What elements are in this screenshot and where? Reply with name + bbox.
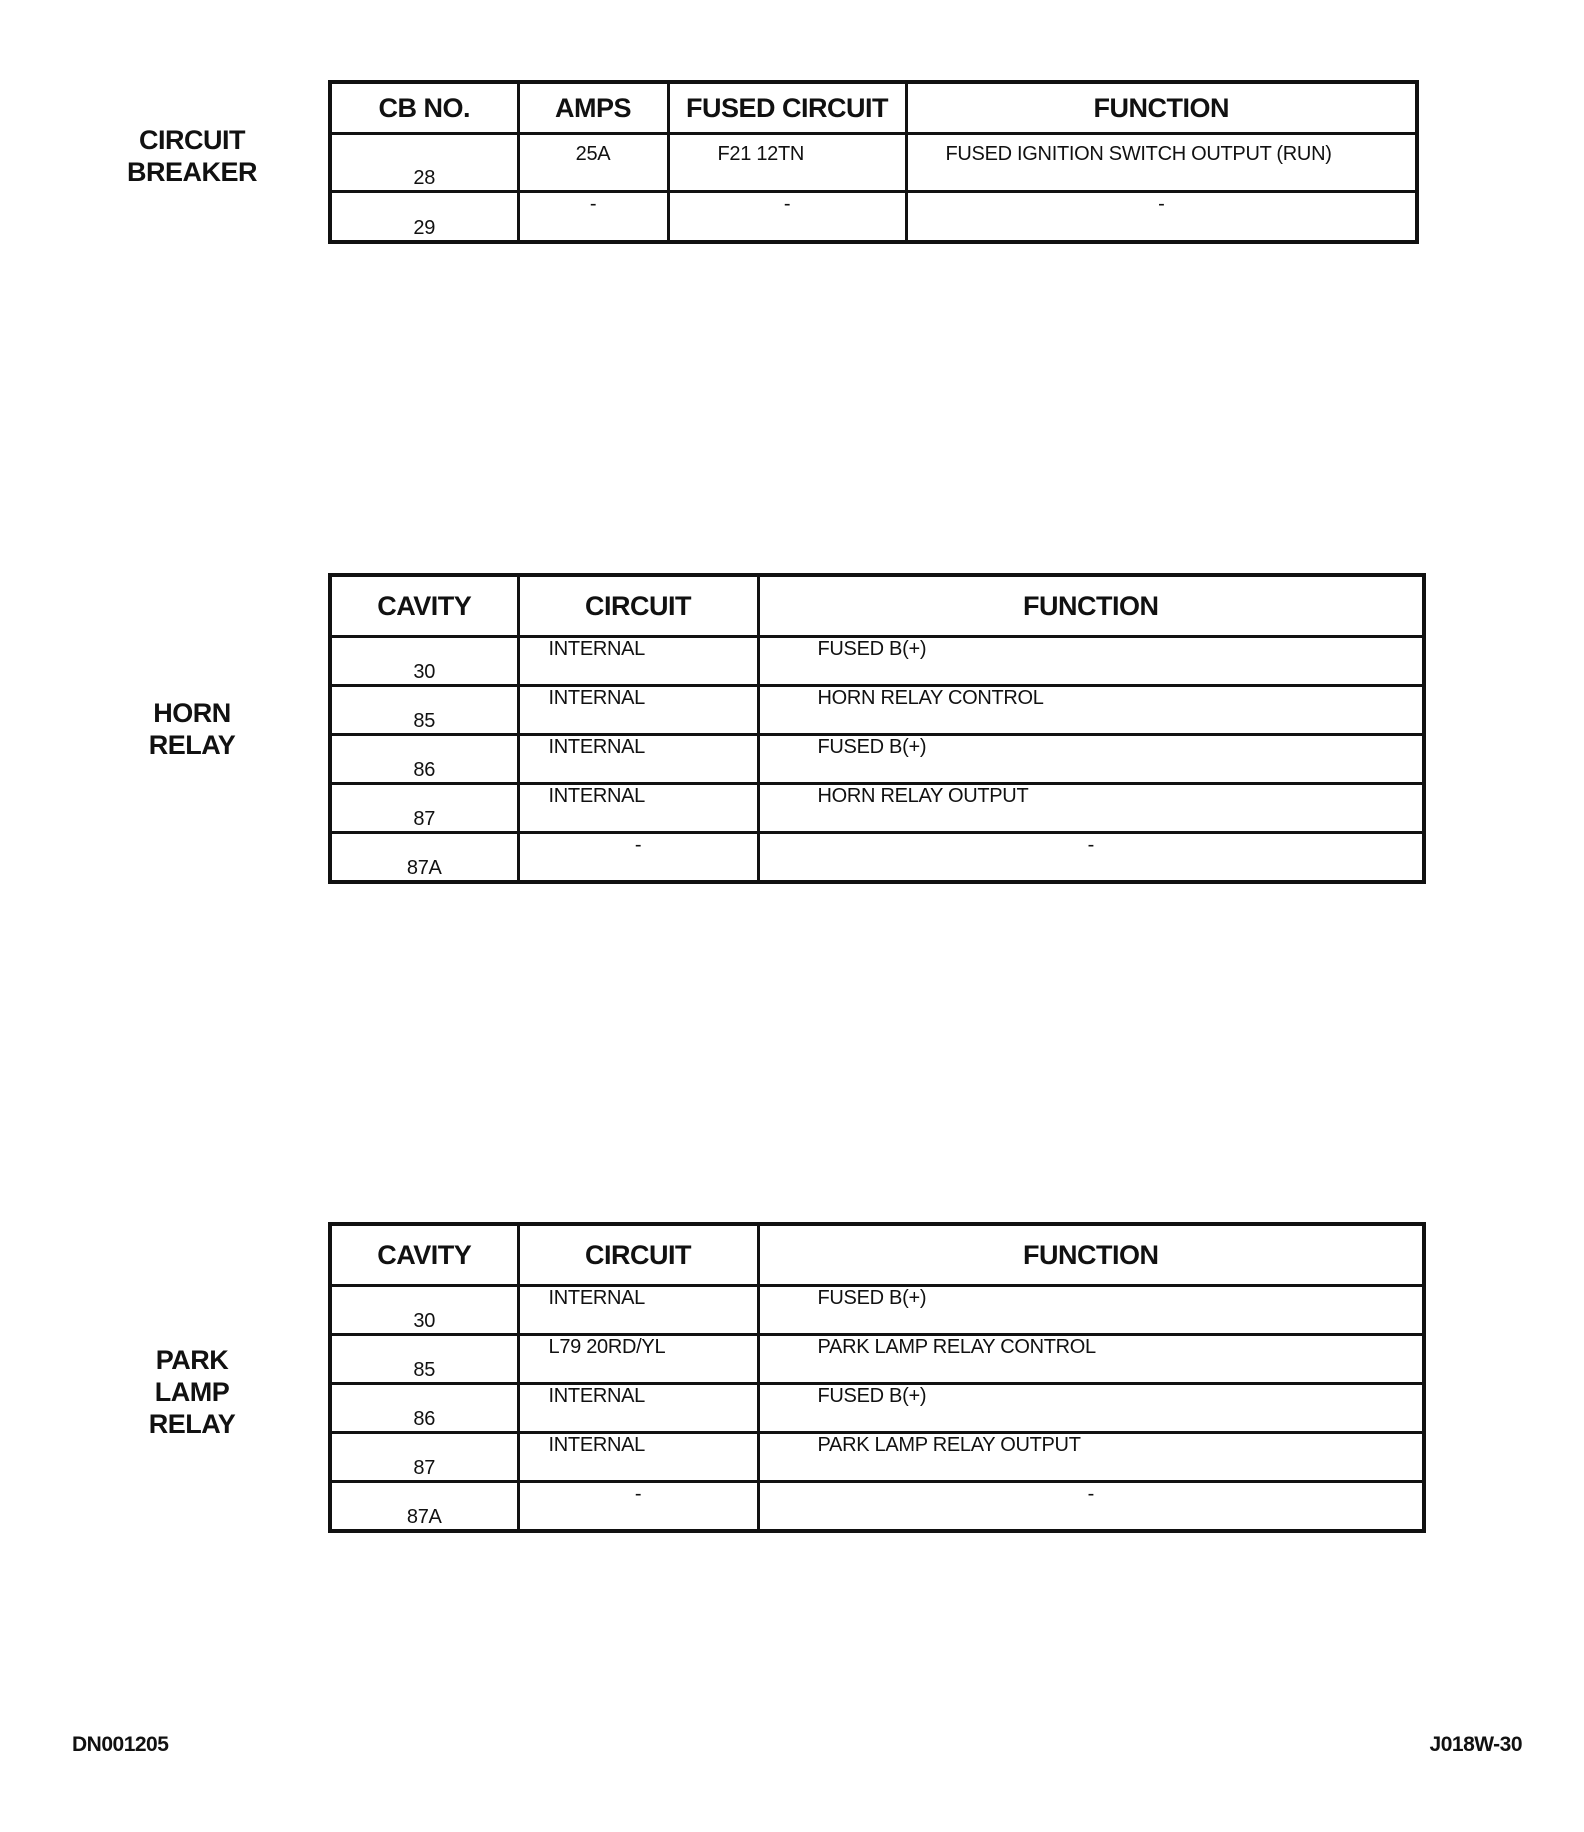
circuit-cell: - bbox=[518, 1482, 758, 1532]
cavity-cell: 87 bbox=[330, 1433, 518, 1482]
circuit-cell: INTERNAL bbox=[518, 686, 758, 735]
circuit-cell: INTERNAL bbox=[518, 1384, 758, 1433]
cb-number-cell: 29 bbox=[330, 192, 518, 243]
table-row bbox=[330, 134, 1417, 192]
table-row bbox=[330, 637, 1424, 686]
table-row bbox=[330, 1482, 1424, 1532]
function-cell: HORN RELAY CONTROL bbox=[758, 686, 1424, 735]
label-line: LAMP bbox=[154, 1377, 230, 1407]
horn-relay-label bbox=[92, 697, 292, 761]
label-line: RELAY bbox=[148, 730, 236, 760]
table-header-row bbox=[330, 82, 1417, 134]
table-row bbox=[330, 1286, 1424, 1335]
table-header-row bbox=[330, 1224, 1424, 1286]
table-row bbox=[330, 784, 1424, 833]
function-cell: - bbox=[758, 1482, 1424, 1532]
function-cell: FUSED B(+) bbox=[758, 1384, 1424, 1433]
function-cell: - bbox=[906, 192, 1417, 243]
fused-circuit-cell: - bbox=[668, 192, 906, 243]
column-header-function: FUNCTION bbox=[906, 82, 1417, 134]
cavity-cell: 86 bbox=[330, 1384, 518, 1433]
cavity-cell: 87A bbox=[330, 1482, 518, 1532]
label-line: CIRCUIT bbox=[139, 125, 245, 155]
fused-circuit-cell: F21 12TN bbox=[668, 134, 906, 192]
circuit-cell: INTERNAL bbox=[518, 637, 758, 686]
circuit-cell: INTERNAL bbox=[518, 1433, 758, 1482]
table-row bbox=[330, 735, 1424, 784]
amps-cell: 25A bbox=[518, 134, 668, 192]
cavity-cell: 85 bbox=[330, 686, 518, 735]
function-cell: HORN RELAY OUTPUT bbox=[758, 784, 1424, 833]
column-header-fused-circuit: FUSED CIRCUIT bbox=[668, 82, 906, 134]
park-lamp-relay-table bbox=[328, 1222, 1426, 1533]
label-line: HORN bbox=[153, 698, 231, 728]
column-header-cb-no: CB NO. bbox=[330, 82, 518, 134]
column-header-function: FUNCTION bbox=[758, 575, 1424, 637]
function-cell: FUSED IGNITION SWITCH OUTPUT (RUN) bbox=[906, 134, 1417, 192]
column-header-circuit: CIRCUIT bbox=[518, 1224, 758, 1286]
park-lamp-relay-label bbox=[92, 1344, 292, 1440]
column-header-function: FUNCTION bbox=[758, 1224, 1424, 1286]
table-row bbox=[330, 686, 1424, 735]
table-row bbox=[330, 833, 1424, 883]
horn-relay-table bbox=[328, 573, 1426, 884]
circuit-cell: INTERNAL bbox=[518, 784, 758, 833]
cavity-cell: 30 bbox=[330, 1286, 518, 1335]
cavity-cell: 30 bbox=[330, 637, 518, 686]
column-header-cavity: CAVITY bbox=[330, 575, 518, 637]
function-cell: FUSED B(+) bbox=[758, 735, 1424, 784]
column-header-amps: AMPS bbox=[518, 82, 668, 134]
table-row bbox=[330, 1433, 1424, 1482]
column-header-circuit: CIRCUIT bbox=[518, 575, 758, 637]
circuit-breaker-label bbox=[92, 124, 292, 188]
circuit-breaker-table bbox=[328, 80, 1419, 244]
table-row bbox=[330, 1335, 1424, 1384]
label-line: BREAKER bbox=[126, 157, 257, 187]
column-header-cavity: CAVITY bbox=[330, 1224, 518, 1286]
function-cell: PARK LAMP RELAY CONTROL bbox=[758, 1335, 1424, 1384]
label-line: PARK bbox=[155, 1345, 229, 1375]
function-cell: PARK LAMP RELAY OUTPUT bbox=[758, 1433, 1424, 1482]
function-cell: FUSED B(+) bbox=[758, 1286, 1424, 1335]
circuit-cell: - bbox=[518, 833, 758, 883]
circuit-cell: L79 20RD/YL bbox=[518, 1335, 758, 1384]
cavity-cell: 86 bbox=[330, 735, 518, 784]
amps-cell: - bbox=[518, 192, 668, 243]
label-line: RELAY bbox=[148, 1409, 236, 1439]
table-header-row bbox=[330, 575, 1424, 637]
document-code-right: J018W-30 bbox=[1429, 1733, 1522, 1756]
cavity-cell: 87 bbox=[330, 784, 518, 833]
circuit-cell: INTERNAL bbox=[518, 735, 758, 784]
cavity-cell: 85 bbox=[330, 1335, 518, 1384]
table-row bbox=[330, 1384, 1424, 1433]
function-cell: - bbox=[758, 833, 1424, 883]
cb-number-cell: 28 bbox=[330, 134, 518, 192]
document-code-left: DN001205 bbox=[72, 1733, 169, 1756]
function-cell: FUSED B(+) bbox=[758, 637, 1424, 686]
table-row bbox=[330, 192, 1417, 243]
cavity-cell: 87A bbox=[330, 833, 518, 883]
circuit-cell: INTERNAL bbox=[518, 1286, 758, 1335]
